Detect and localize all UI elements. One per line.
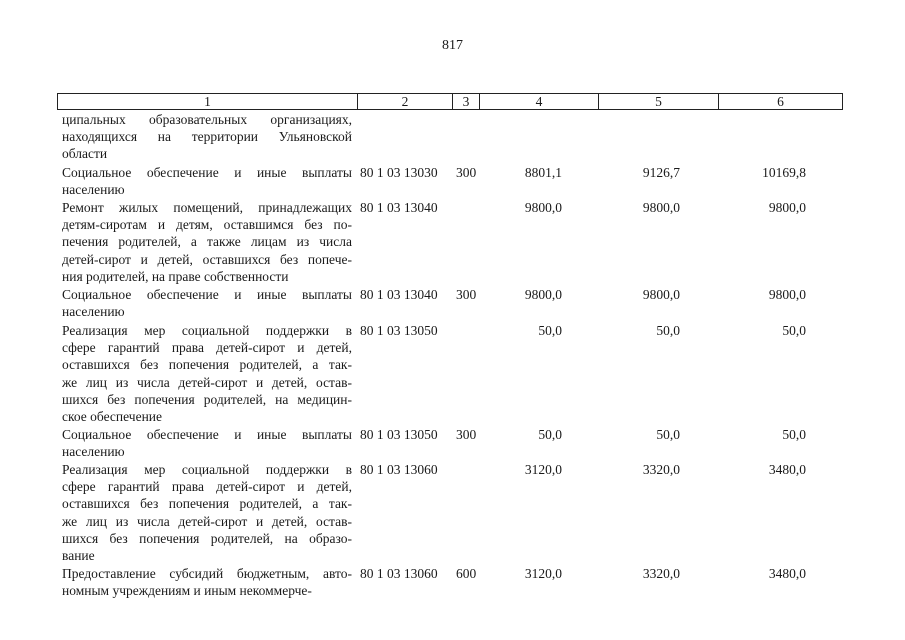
row-description: [62, 565, 352, 599]
value-col-5: 9800,0: [642, 200, 680, 215]
description-line: Ремонт жилых помещений, принадлежащих: [62, 200, 352, 215]
expense-type: 300: [456, 165, 477, 180]
value-col-6: 9800,0: [768, 287, 806, 302]
value-col-5: 9126,7: [642, 165, 680, 180]
value-col-4: 50,0: [538, 427, 562, 442]
value-col-6: 50,0: [782, 323, 806, 338]
page-number: 817: [442, 38, 463, 53]
row-description: [62, 164, 352, 198]
description-line: детям-сиротам и детям, оставшимся без по-: [62, 217, 352, 233]
description-line: печения родителей, а также лицам из числа: [62, 234, 352, 250]
row-description: [62, 111, 352, 163]
description-line: шихся без попечения родителей, на образо-: [62, 530, 352, 546]
description-line: же лиц из числа детей-сирот и детей, остав-: [62, 513, 352, 529]
header-col-6: 6: [777, 94, 784, 109]
description-line: сфере гарантий права детей-сирот и детей,: [62, 479, 352, 495]
description-line: населению: [62, 182, 125, 198]
expense-type: 300: [456, 287, 477, 302]
row-description: [62, 199, 352, 285]
budget-code: 80 1 03 13040: [360, 200, 438, 215]
value-col-4: 8801,1: [524, 165, 562, 180]
value-col-6: 10169,8: [762, 165, 806, 180]
budget-code: 80 1 03 13050: [360, 323, 438, 338]
value-col-5: 9800,0: [642, 287, 680, 302]
description-line: же лиц из числа детей-сирот и детей, остав-: [62, 374, 352, 390]
row-description: [62, 426, 352, 460]
description-line: номным учреждениям и иным некоммерче-: [62, 583, 312, 599]
description-line: сфере гарантий права детей-сирот и детей,: [62, 340, 352, 356]
expense-type: 300: [456, 427, 477, 442]
description-line: Реализация мер социальной поддержки в: [62, 323, 352, 338]
table-header: [57, 93, 843, 110]
value-col-4: 3120,0: [524, 462, 562, 477]
description-line: оставшихся без попечения родителей, а так-: [62, 357, 352, 373]
value-col-4: 9800,0: [524, 200, 562, 215]
description-line: шихся без попечения родителей, на медицин-: [62, 391, 352, 407]
description-line: населению: [62, 444, 125, 460]
budget-code: 80 1 03 13060: [360, 566, 438, 581]
description-line: населению: [62, 304, 125, 320]
description-line: находящихся на территории Ульяновской: [62, 129, 352, 145]
value-col-5: 50,0: [656, 427, 680, 442]
description-line: ния родителей, на праве собственности: [62, 268, 289, 284]
value-col-5: 50,0: [656, 323, 680, 338]
header-col-1: 1: [58, 94, 358, 109]
value-col-5: 3320,0: [642, 462, 680, 477]
header-col-5: 5: [599, 94, 719, 109]
description-line: Социальное обеспечение и иные выплаты: [62, 165, 352, 180]
description-line: вание: [62, 548, 95, 564]
budget-code: 80 1 03 13030: [360, 165, 438, 180]
value-col-4: 3120,0: [524, 566, 562, 581]
description-line: детей-сирот и детей, оставшихся без попече-: [62, 251, 352, 267]
value-col-4: 50,0: [538, 323, 562, 338]
header-col-3: 3: [453, 94, 480, 109]
header-col-4: 4: [480, 94, 599, 109]
description-line: области: [62, 146, 108, 162]
value-col-4: 9800,0: [524, 287, 562, 302]
value-col-6: 3480,0: [768, 566, 806, 581]
description-line: ское обеспечение: [62, 409, 163, 425]
expense-type: 600: [456, 566, 477, 581]
description-line: Предоставление субсидий бюджетным, авто-: [62, 566, 352, 581]
row-description: [62, 322, 352, 425]
header-col-2: 2: [358, 94, 453, 109]
description-line: Социальное обеспечение и иные выплаты: [62, 427, 352, 442]
row-description: [62, 286, 352, 320]
description-line: ципальных образовательных организациях,: [62, 112, 352, 127]
value-col-6: 50,0: [782, 427, 806, 442]
value-col-6: 9800,0: [768, 200, 806, 215]
value-col-5: 3320,0: [642, 566, 680, 581]
budget-code: 80 1 03 13060: [360, 462, 438, 477]
description-line: оставшихся без попечения родителей, а так-: [62, 496, 352, 512]
budget-code: 80 1 03 13050: [360, 427, 438, 442]
row-description: [62, 461, 352, 564]
value-col-6: 3480,0: [768, 462, 806, 477]
description-line: Социальное обеспечение и иные выплаты: [62, 287, 352, 302]
budget-code: 80 1 03 13040: [360, 287, 438, 302]
description-line: Реализация мер социальной поддержки в: [62, 462, 352, 477]
